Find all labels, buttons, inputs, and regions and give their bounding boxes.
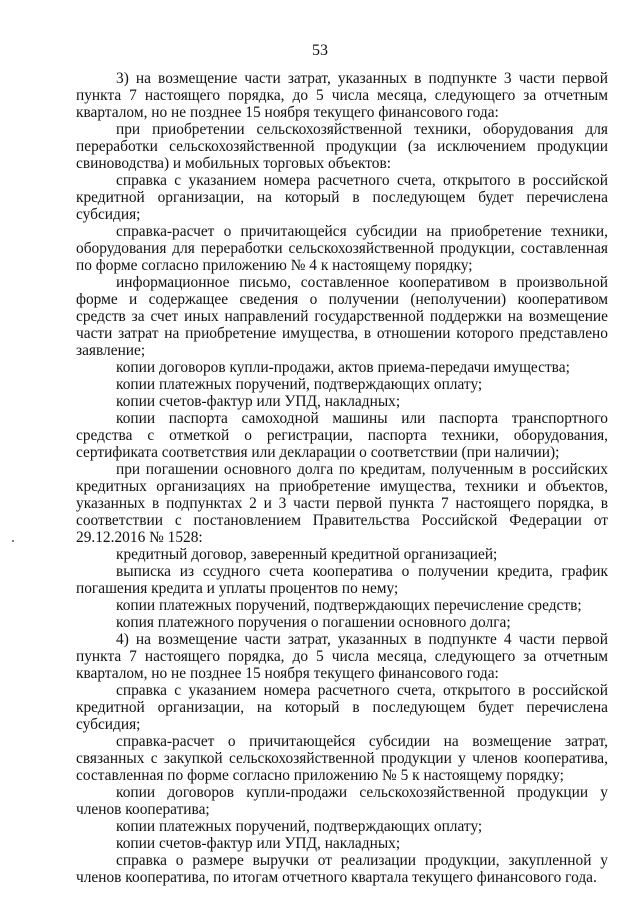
paragraph: копии платежных поручений, подтверждающих оплату; bbox=[116, 376, 483, 393]
paragraph: копии договоров купли-продажи, актов приема-передачи имущества; bbox=[116, 359, 570, 376]
paragraph: при приобретении сельскохозяйственной техники, оборудования для переработки сельскохозяйственной продукции (за исключением продукции свиноводства) и мобильных торговых объектов: bbox=[76, 121, 608, 172]
paragraph: справка-расчет о причитающейся субсидии на приобретение техники, оборудования для переработки сельскохозяйственной продукции, составленная по форме согласно приложению № 4 к настоящему порядку; bbox=[76, 223, 608, 274]
paragraph: 3) на возмещение части затрат, указанных в подпункте 3 части первой пункта 7 настоящего порядка, до 5 числа месяца, следующего за отчетным кварталом, но не позднее 15 ноября текущего финансового года: bbox=[76, 70, 608, 121]
scan-artifact-dot bbox=[12, 540, 14, 542]
paragraph: кредитный договор, заверенный кредитной организацией; bbox=[116, 546, 498, 563]
paragraph: копии счетов-фактур или УПД, накладных; bbox=[116, 393, 401, 410]
paragraph: информационное письмо, составленное кооперативом в произвольной форме и содержащее сведения о получении (неполучении) кооперативом средств за счет иных направлений государственной поддержки на возмещение части затрат на приобретение имущества, в отношении которого представлено заявление; bbox=[76, 274, 608, 359]
paragraph: копии счетов-фактур или УПД, накладных; bbox=[116, 835, 401, 852]
paragraph: копия платежного поручения о погашении основного долга; bbox=[116, 614, 511, 631]
paragraph: выписка из ссудного счета кооператива о получении кредита, график погашения кредита и уплаты процентов по нему; bbox=[76, 563, 608, 597]
page-number: 53 bbox=[312, 42, 328, 59]
paragraph: при погашении основного долга по кредитам, полученным в российских кредитных организациях на приобретение имущества, техники и объектов, указанных в подпунктах 2 и 3 части первой пункта 7 настоящего порядка, в соответствии с постановлением Правительства Российской Федерации от 29.12.2016 № 1528: bbox=[76, 461, 608, 546]
paragraph: справка-расчет о причитающейся субсидии на возмещение затрат, связанных с закупкой сельскохозяйственной продукции у членов кооператива, составленная по форме согласно приложению № 5 к настоящему порядку; bbox=[76, 733, 608, 784]
paragraph: копии платежных поручений, подтверждающих оплату; bbox=[116, 818, 483, 835]
paragraph: копии паспорта самоходной машины или паспорта транспортного средства с отметкой о регистрации, паспорта техники, оборудования, сертификата соответствия или декларации о соответствии (при наличии); bbox=[76, 410, 608, 461]
paragraph: справка с указанием номера расчетного счета, открытого в российской кредитной организации, на который в последующем будет перечислена субсидия; bbox=[76, 172, 608, 223]
paragraph: копии договоров купли-продажи сельскохозяйственной продукции у членов кооператива; bbox=[76, 784, 608, 818]
paragraph: 4) на возмещение части затрат, указанных в подпункте 4 части первой пункта 7 настоящего порядка, до 5 числа месяца, следующего за отчетным кварталом, но не позднее 15 ноября текущего финансового года: bbox=[76, 631, 608, 682]
paragraph: справка с указанием номера расчетного счета, открытого в российской кредитной организации, на который в последующем будет перечислена субсидия; bbox=[76, 682, 608, 733]
document-body bbox=[76, 70, 608, 886]
paragraph: копии платежных поручений, подтверждающих перечисление средств; bbox=[116, 597, 582, 614]
paragraph: справка о размере выручки от реализации продукции, закупленной у членов кооператива, по итогам отчетного квартала текущего финансового года. bbox=[76, 852, 608, 886]
